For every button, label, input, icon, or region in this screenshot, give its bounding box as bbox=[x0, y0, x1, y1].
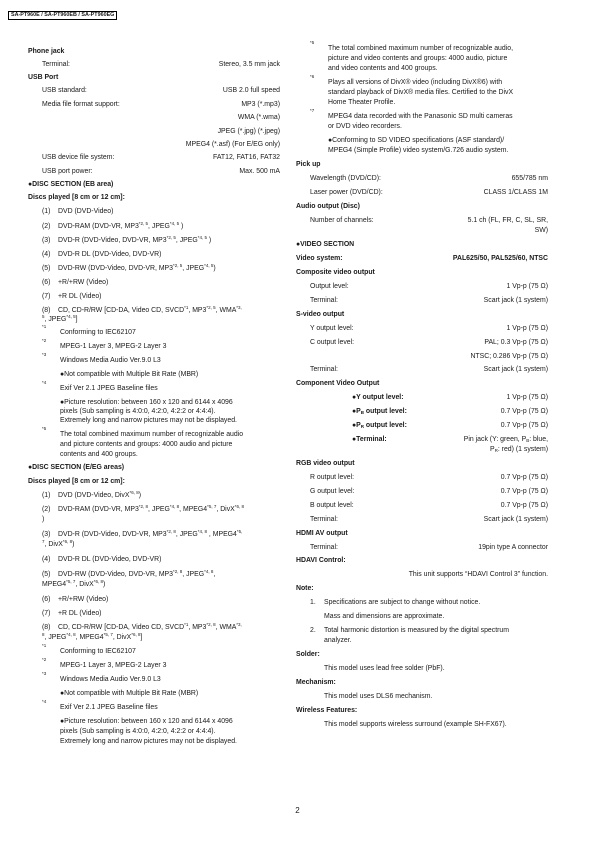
spec-value: PAL625/50, PAL525/60, NTSC bbox=[452, 255, 548, 262]
continued-text: contents and 400 groups. bbox=[60, 451, 138, 458]
section-heading: Component Video Output bbox=[296, 380, 380, 387]
footnote-mark: *4 bbox=[42, 699, 47, 704]
note-text: Total harmonic distortion is measured by the digital spectrum bbox=[324, 627, 509, 634]
section-heading: Audio output (Disc) bbox=[296, 203, 360, 210]
spec-key: B output level: bbox=[310, 502, 354, 509]
spec-key: Video system: bbox=[296, 255, 343, 262]
list-number: (4) bbox=[42, 251, 51, 258]
footnote-mark: *6 bbox=[310, 74, 315, 79]
spec-key: Media file format support: bbox=[42, 101, 120, 108]
continued-text: ●Conforming to SD VIDEO specifications (ASF standard)/ bbox=[328, 137, 505, 144]
continued-text: ●Not compatible with Multiple Bit Rate (MBR) bbox=[60, 690, 199, 697]
list-number: (6) bbox=[42, 596, 51, 603]
footnote-mark: *1 bbox=[42, 324, 47, 329]
continued-text: ●Picture resolution: between 160 x 120 and 6144 x 4096 bbox=[60, 399, 233, 406]
continued-text: $^7$, DivX$^{*6, 8}$) bbox=[42, 539, 75, 548]
continued-text: Mass and dimensions are approximate. bbox=[324, 613, 445, 620]
list-text: +R DL (Video) bbox=[58, 610, 102, 617]
section-heading: Discs played [8 cm or 12 cm]: bbox=[28, 478, 125, 485]
note-number: 1. bbox=[310, 599, 316, 606]
footnote-text: MPEG-1 Layer 3, MPEG-2 Layer 3 bbox=[60, 662, 167, 669]
list-text: +R DL (Video) bbox=[58, 293, 102, 300]
spec-value: Max. 500 mA bbox=[239, 168, 280, 175]
spec-key: ●Y output level: bbox=[352, 394, 404, 401]
bullet-icon: ● bbox=[296, 241, 301, 248]
footnote-text: Windows Media Audio Ver.9.0 L3 bbox=[60, 676, 161, 683]
spec-key: Terminal: bbox=[310, 516, 338, 523]
footnote-text: The total combined maximum number of recognizable audio bbox=[60, 431, 244, 438]
footnote-mark: *5 bbox=[42, 426, 47, 431]
spec-value: Pin jack (Y: green, $P_B$: blue, bbox=[463, 436, 548, 443]
list-text: DVD (DVD-Video) bbox=[58, 208, 114, 215]
spec-value: MPEG4 (*.asf) (For E/EG only) bbox=[185, 141, 280, 148]
spec-value: JPEG (*.jpg) (*.jpeg) bbox=[217, 128, 280, 135]
list-text: DVD-R (DVD-Video, DVD-VR, MP3$^{*2, 5}$, JPEG$^{*4, 5}$ ) bbox=[58, 235, 212, 244]
footnote-text: Windows Media Audio Ver.9.0 L3 bbox=[60, 357, 161, 364]
list-text: CD, CD-R/RW [CD-DA, Video CD, SVCD$^{*1}$, MP3$^{*2, 5}$, $WMA^{*3,}$ bbox=[58, 305, 242, 314]
footnote-mark: *7 bbox=[310, 108, 315, 113]
spec-value: WMA (*.wma) bbox=[237, 114, 280, 121]
list-number: (1) bbox=[42, 492, 51, 499]
spec-value: Scart jack (1 system) bbox=[483, 297, 548, 304]
spec-value: $P_R$: red) (1 system) bbox=[489, 446, 548, 453]
list-text: CD, CD-R/RW [CD-DA, Video CD, SVCD$^{*1}$, MP3$^{*2, 8}$, $WMA^{*3,}$ bbox=[58, 622, 242, 631]
spec-key: Wavelength (DVD/CD): bbox=[310, 175, 381, 182]
spec-value: SW) bbox=[534, 227, 548, 234]
list-number: (4) bbox=[42, 556, 51, 563]
footnote-mark: *3 bbox=[42, 352, 47, 357]
list-text: DVD-R (DVD-Video, DVD-VR, MP3$^{*2, 8}$, JPEG$^{*4, 8}$ , $MPEG4^{*5,}$ bbox=[58, 529, 243, 538]
continued-text: This model supports wireless surround (example SH-FX67). bbox=[324, 721, 507, 728]
list-number: (6) bbox=[42, 279, 51, 286]
list-text: DVD-RW (DVD-Video, DVD-VR, MP3$^{*2, 8}$, JPEG$^{*4, 8}$, bbox=[58, 569, 216, 578]
spec-key: Terminal: bbox=[310, 366, 338, 373]
spec-value: USB 2.0 full speed bbox=[222, 87, 280, 94]
spec-key: Laser power (DVD/CD): bbox=[310, 189, 383, 196]
section-heading: Composite video output bbox=[296, 269, 375, 276]
list-text: DVD-R DL (DVD-Video, DVD-VR) bbox=[58, 556, 162, 563]
list-number: (3) bbox=[42, 531, 51, 538]
list-text: +R/+RW (Video) bbox=[58, 279, 109, 286]
section-heading: Note: bbox=[296, 585, 314, 592]
continued-text: and picture contents and groups: 4000 audio and picture bbox=[60, 441, 233, 448]
footnote-text: Exif Ver 2.1 JPEG Baseline files bbox=[60, 385, 158, 392]
heading-text: DISC SECTION (E/EG areas) bbox=[32, 464, 125, 471]
spec-key: C output level: bbox=[310, 339, 355, 346]
list-text: DVD (DVD-Video, DivX$^{*6, 8}$) bbox=[58, 490, 142, 499]
list-number: (5) bbox=[42, 265, 51, 272]
footnote-mark: *3 bbox=[42, 671, 47, 676]
spec-value: NTSC; 0.286 Vp-p (75 Ω) bbox=[470, 353, 548, 360]
spec-value: 0.7 Vp-p (75 Ω) bbox=[500, 488, 548, 495]
spec-value: 1 Vp-p (75 Ω) bbox=[506, 394, 548, 401]
spec-key: Terminal: bbox=[310, 544, 338, 551]
section-heading: HDAVI Control: bbox=[296, 557, 346, 564]
footnote-mark: *2 bbox=[42, 338, 47, 343]
continued-text: $^8$, JPEG$^{*4, 8}$, MPEG4$^{*5, 7}$, DivX$^{*6, 8}$] bbox=[42, 632, 143, 641]
heading-text: VIDEO SECTION bbox=[300, 241, 355, 248]
continued-text: ●Not compatible with Multiple Bit Rate (MBR) bbox=[60, 371, 199, 378]
section-heading: Pick up bbox=[296, 161, 321, 168]
list-number: (2) bbox=[42, 223, 51, 230]
heading-text: DISC SECTION (EB area) bbox=[32, 181, 114, 188]
spec-value: Stereo, 3.5 mm jack bbox=[218, 61, 280, 68]
continued-text: pixels (Sub sampling is 4:0:0, 4:2:0, 4:2:2 or 4:4:4). bbox=[60, 408, 216, 415]
spec-key: Output level: bbox=[310, 283, 349, 290]
section-heading bbox=[28, 463, 280, 472]
spec-key: ●Terminal: bbox=[352, 436, 387, 443]
section-heading bbox=[296, 240, 548, 249]
footnote-mark: *2 bbox=[42, 657, 47, 662]
section-heading: RGB video output bbox=[296, 460, 355, 467]
list-number: (8) bbox=[42, 307, 51, 314]
spec-key: R output level: bbox=[310, 474, 355, 481]
footnote-text: MPEG-1 Layer 3, MPEG-2 Layer 3 bbox=[60, 343, 167, 350]
continued-text: $^5$, JPEG$^{*4, 5}$] bbox=[42, 314, 78, 323]
spec-key: Number of channels: bbox=[310, 217, 374, 224]
spec-value: 0.7 Vp-p (75 Ω) bbox=[500, 474, 548, 481]
list-text: DVD-RAM (DVD-VR, MP3$^{*2, 8}$, JPEG$^{*4, 8}$, MPEG4$^{*5, 7}$, DivX$^{*6, 8}$ bbox=[58, 504, 245, 513]
spec-key: Y output level: bbox=[310, 325, 354, 332]
model-header: SA-PT960E / SA-PT960EB / SA-PT960EG bbox=[8, 11, 117, 20]
bullet-icon: ● bbox=[28, 181, 33, 188]
footnote-text: The total combined maximum number of recognizable audio, bbox=[328, 45, 513, 52]
list-number: (5) bbox=[42, 571, 51, 578]
continued-text: picture and video contents and groups: 4000 audio, picture bbox=[328, 55, 508, 62]
footnote-text: Exif Ver 2.1 JPEG Baseline files bbox=[60, 704, 158, 711]
list-text: +R/+RW (Video) bbox=[58, 596, 109, 603]
section-heading bbox=[28, 180, 280, 189]
spec-value: FAT12, FAT16, FAT32 bbox=[212, 154, 280, 161]
spec-value: 5.1 ch (FL, FR, C, SL, SR, bbox=[467, 217, 548, 224]
spec-value: 0.7 Vp-p (75 Ω) bbox=[500, 408, 548, 415]
continued-text: MPEG4$^{*5, 7}$, DivX$^{*6, 8}$) bbox=[42, 579, 106, 588]
note-number: 2. bbox=[310, 627, 316, 634]
spec-value: Scart jack (1 system) bbox=[483, 516, 548, 523]
spec-value: 655/785 nm bbox=[511, 175, 548, 182]
list-number: (1) bbox=[42, 208, 51, 215]
spec-key: USB port power: bbox=[42, 168, 93, 175]
footnote-text: Plays all versions of DivX® video (including DivX®6) with bbox=[328, 79, 503, 86]
section-heading: USB Port bbox=[28, 74, 59, 81]
section-heading: S-video output bbox=[296, 311, 345, 318]
list-number: (3) bbox=[42, 237, 51, 244]
footnote-mark: *4 bbox=[42, 380, 47, 385]
section-heading: HDMI AV output bbox=[296, 530, 348, 537]
spec-key: USB standard: bbox=[42, 87, 87, 94]
continued-text: MPEG4 (Simple Profile) video system/G.726 audio system. bbox=[328, 147, 509, 154]
spec-key: $●P_B$ output level: bbox=[352, 408, 407, 415]
continued-text: ●Picture resolution: between 160 x 120 and 6144 x 4096 bbox=[60, 718, 233, 725]
spec-key: USB device file system: bbox=[42, 154, 115, 161]
continued-text: ) bbox=[42, 516, 45, 523]
footnote-text: Conforming to IEC62107 bbox=[60, 648, 136, 655]
bullet-icon: ● bbox=[28, 464, 33, 471]
continued-text: or DVD video recorders. bbox=[328, 123, 402, 130]
list-text: DVD-RAM (DVD-VR, MP3$^{*2, 5}$, JPEG$^{*4, 5}$ ) bbox=[58, 221, 184, 230]
list-number: (7) bbox=[42, 610, 51, 617]
spec-value: PAL; 0.3 Vp-p (75 Ω) bbox=[484, 339, 548, 346]
continued-text: analyzer. bbox=[324, 637, 352, 644]
spec-value: 0.7 Vp-p (75 Ω) bbox=[500, 422, 548, 429]
list-text: DVD-RW (DVD-Video, DVD-VR, MP3$^{*2, 5}$, JPEG$^{*4, 5}$) bbox=[58, 263, 216, 272]
continued-text: standard playback of DivX® media files. Certified to the DivX bbox=[328, 89, 514, 96]
list-number: (8) bbox=[42, 624, 51, 631]
spec-value: This unit supports “HDAVI Control 3” function. bbox=[408, 571, 548, 578]
list-number: (7) bbox=[42, 293, 51, 300]
footnote-mark: *5 bbox=[310, 40, 315, 45]
continued-text: and video contents and 400 groups. bbox=[328, 65, 438, 72]
continued-text: Home Theater Profile. bbox=[328, 99, 396, 106]
continued-text: This model uses lead free solder (PbF). bbox=[324, 665, 445, 672]
list-number: (2) bbox=[42, 506, 51, 513]
continued-text: pixels (Sub sampling is 4:0:0, 4:2:0, 4:2:2 or 4:4:4). bbox=[60, 728, 216, 735]
footnote-text: MPEG4 data recorded with the Panasonic SD multi cameras bbox=[328, 113, 513, 120]
spec-value: 19pin type A connector bbox=[478, 544, 548, 551]
section-heading: Phone jack bbox=[28, 48, 65, 55]
section-heading: Solder: bbox=[296, 651, 320, 658]
list-text: DVD-R DL (DVD-Video, DVD-VR) bbox=[58, 251, 162, 258]
note-text: Specifications are subject to change without notice. bbox=[324, 599, 481, 606]
spec-value: MP3 (*.mp3) bbox=[241, 101, 280, 108]
spec-value: 1 Vp-p (75 Ω) bbox=[506, 325, 548, 332]
spec-value: CLASS 1/CLASS 1M bbox=[483, 189, 548, 196]
footnote-mark: *1 bbox=[42, 643, 47, 648]
spec-key: $●P_R$ output level: bbox=[352, 422, 407, 429]
page-number: 2 bbox=[295, 806, 300, 815]
spec-key: G output level: bbox=[310, 488, 355, 495]
spec-key: Terminal: bbox=[42, 61, 70, 68]
spec-value: Scart jack (1 system) bbox=[483, 366, 548, 373]
section-heading: Wireless Features: bbox=[296, 707, 358, 714]
section-heading: Discs played [8 cm or 12 cm]: bbox=[28, 194, 125, 201]
spec-value: 1 Vp-p (75 Ω) bbox=[506, 283, 548, 290]
spec-value: 0.7 Vp-p (75 Ω) bbox=[500, 502, 548, 509]
footnote-text: Conforming to IEC62107 bbox=[60, 329, 136, 336]
continued-text: Extremely long and narrow pictures may not be displayed. bbox=[60, 738, 237, 745]
continued-text: This model uses DLS6 mechanism. bbox=[324, 693, 433, 700]
continued-text: Extremely long and narrow pictures may not be displayed. bbox=[60, 417, 237, 424]
spec-key: Terminal: bbox=[310, 297, 338, 304]
section-heading: Mechanism: bbox=[296, 679, 336, 686]
